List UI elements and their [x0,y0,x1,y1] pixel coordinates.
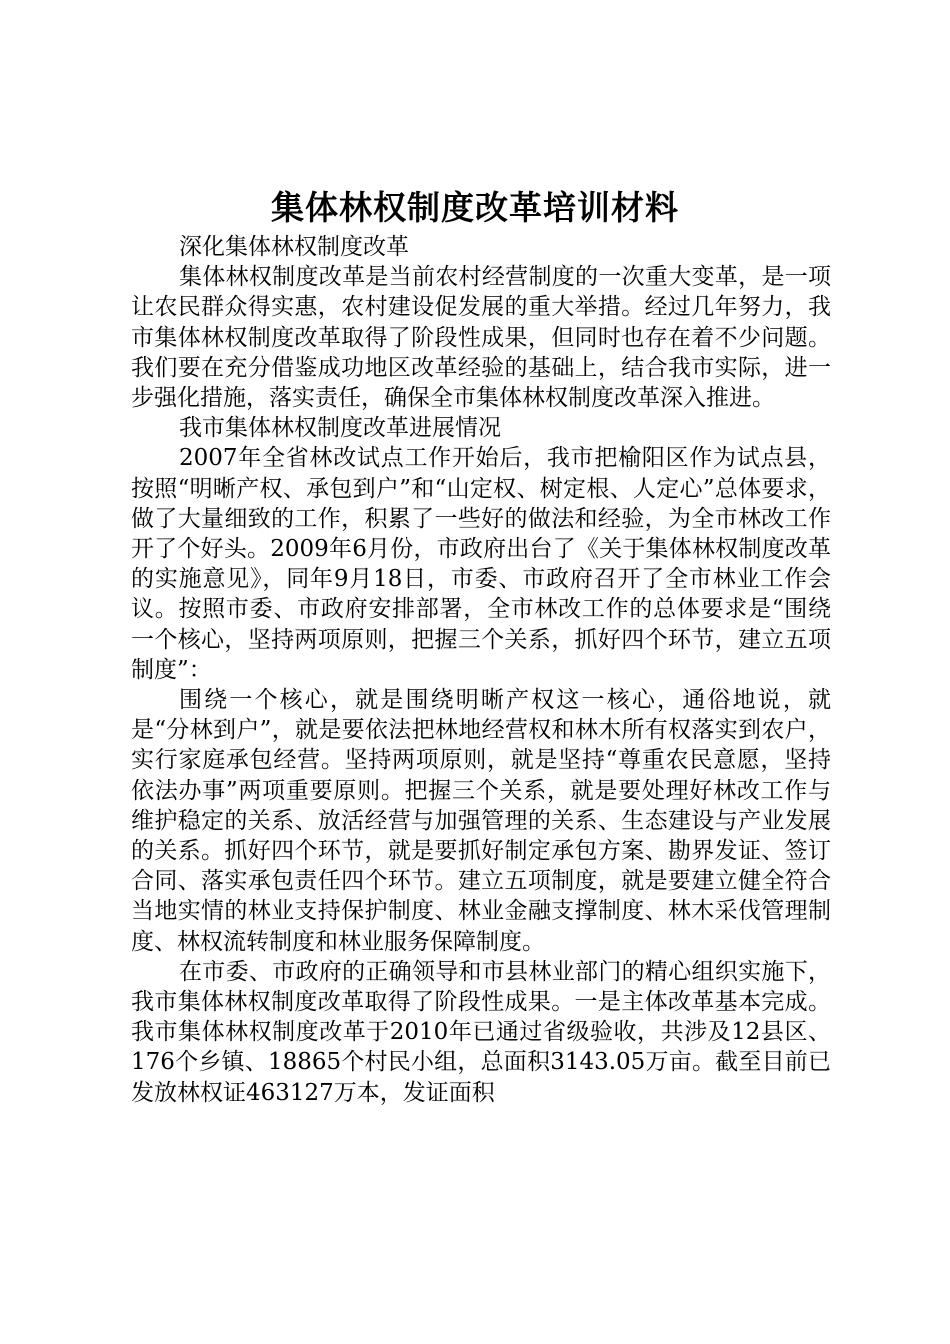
section-heading: 我市集体林权制度改革进展情况 [179,415,501,442]
paragraph: 在市委、市政府的正确领导和市县林业部门的精心组织实施下，我市集体林权制度改革取得了阶段性成果。一是主体改革基本完成。我市集体林权制度改革于2010年已通过省级验收，共涉及12县区、176个乡镇、18865个村民小组，总面积3143.05万亩。截至目前已发放林权证463127万本，发证面积 [131,958,831,1106]
paragraph: 围绕一个核心，就是围绕明晰产权这一核心，通俗地说，就是“分林到户”，就是要依法把林地经营权和林木所有权落实到农户，实行家庭承包经营。坚持两项原则，就是坚持“尊重农民意愿，坚持依法办事”两项重要原则。把握三个关系，就是要处理好林改工作与维护稳定的关系、放活经营与加强管理的关系、生态建设与产业发展的关系。抓好四个环节，就是要抓好制定承包方案、勘界发证、签订合同、落实承包责任四个环节。建立五项制度，就是要建立健全符合当地实情的林业支持保护制度、林业金融支撑制度、林木采伐管理制度、林权流转制度和林业服务保障制度。 [131,687,831,955]
paragraph: 集体林权制度改革是当前农村经营制度的一次重大变革，是一项让农民群众得实惠，农村建设促发展的重大举措。经过几年努力，我市集体林权制度改革取得了阶段性成果，但同时也存在着不少问题。我们要在充分借鉴成功地区改革经验的基础上，结合我市实际，进一步强化措施，落实责任，确保全市集体林权制度改革深入推进。 [131,264,831,412]
paragraph: 2007年全省林改试点工作开始后，我市把榆阳区作为试点县，按照“明晰产权、承包到户”和“山定权、树定根、人定心”总体要求，做了大量细致的工作，积累了一些好的做法和经验，为全市林改工作开了个好头。2009年6月份，市政府出台了《关于集体林权制度改革的实施意见》，同年9月18日，市委、市政府召开了全市林业工作会议。按照市委、市政府安排部署，全市林改工作的总体要求是“围绕一个核心，坚持两项原则，把握三个关系，抓好四个环节，建立五项制度”： [131,445,831,683]
section-heading: 深化集体林权制度改革 [179,234,409,260]
document-body [131,232,831,1108]
document-title: 集体林权制度改革培训材料 [271,188,679,227]
